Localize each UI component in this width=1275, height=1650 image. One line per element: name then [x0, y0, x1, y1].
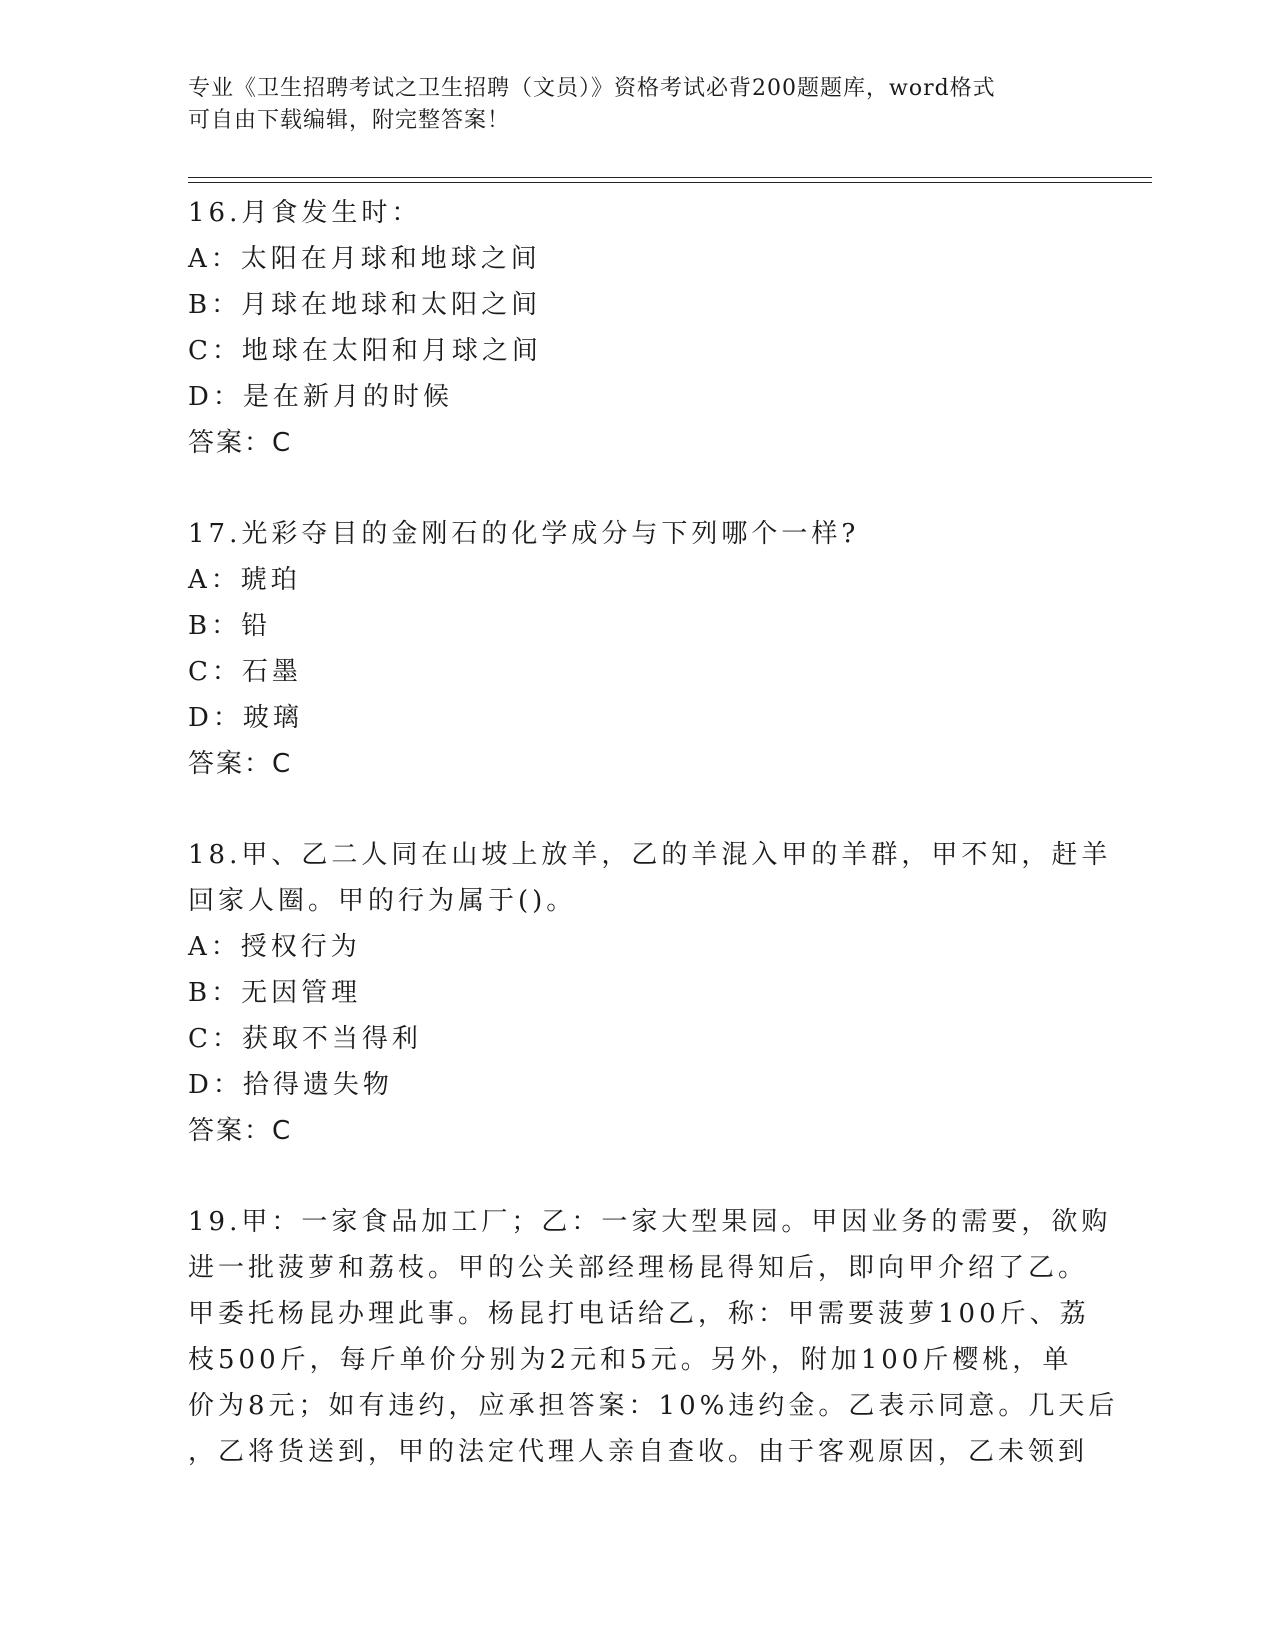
question-stem-line-3: 甲委托杨昆办理此事。杨昆打电话给乙，称：甲需要菠萝100斤、荔: [188, 1299, 1090, 1329]
option-b: B：月球在地球和太阳之间: [188, 290, 542, 320]
option-d: D：是在新月的时候: [188, 382, 453, 412]
question-17: [188, 511, 1068, 787]
answer-label: 答案：C: [188, 749, 293, 779]
header-line-1: 专业《卫生招聘考试之卫生招聘（文员）》资格考试必背200题题库，word格式: [188, 76, 996, 101]
question-stem: 17.光彩夺目的金刚石的化学成分与下列哪个一样?: [188, 519, 860, 549]
question-stem-line-2: 回家人圈。甲的行为属于()。: [188, 886, 577, 916]
answer-label: 答案：C: [188, 1116, 293, 1146]
question-list: [188, 190, 1119, 1520]
question-stem-line-6: ，乙将货送到，甲的法定代理人亲自查收。由于客观原因，乙未领到: [188, 1437, 1089, 1467]
question-stem-line-1: 19.甲：一家食品加工厂；乙：一家大型果园。甲因业务的需要，欲购: [188, 1207, 1112, 1237]
question-stem-line-2: 进一批菠萝和荔枝。甲的公关部经理杨昆得知后，即向甲介绍了乙。: [188, 1253, 1089, 1283]
header-line-2: 可自由下载编辑，附完整答案！: [188, 108, 511, 133]
option-b: B：无因管理: [188, 978, 362, 1008]
question-stem-line-5: 价为8元；如有违约，应承担答案：10%违约金。乙表示同意。几天后: [188, 1391, 1119, 1421]
question-19: [188, 1199, 1119, 1475]
option-d: D：拾得遗失物: [188, 1070, 393, 1100]
option-a: A：琥珀: [188, 565, 301, 595]
header-divider-top: [188, 177, 1152, 178]
option-c: C：石墨: [188, 657, 302, 687]
document-header: [188, 73, 1068, 137]
question-stem: 16.月食发生时：: [188, 198, 422, 228]
question-stem-line-1: 18.甲、乙二人同在山坡上放羊，乙的羊混入甲的羊群，甲不知，赶羊: [188, 840, 1112, 870]
option-d: D：玻璃: [188, 703, 303, 733]
option-a: A：太阳在月球和地球之间: [188, 244, 541, 274]
question-16: [188, 190, 1068, 466]
question-18: [188, 832, 1112, 1154]
question-stem-line-4: 枝500斤，每斤单价分别为2元和5元。另外，附加100斤樱桃，单: [188, 1345, 1073, 1375]
option-b: B：铅: [188, 611, 272, 641]
answer-label: 答案：C: [188, 428, 293, 458]
header-divider-bottom: [188, 182, 1152, 183]
option-a: A：授权行为: [188, 932, 361, 962]
option-c: C：地球在太阳和月球之间: [188, 336, 542, 366]
option-c: C：获取不当得利: [188, 1024, 422, 1054]
